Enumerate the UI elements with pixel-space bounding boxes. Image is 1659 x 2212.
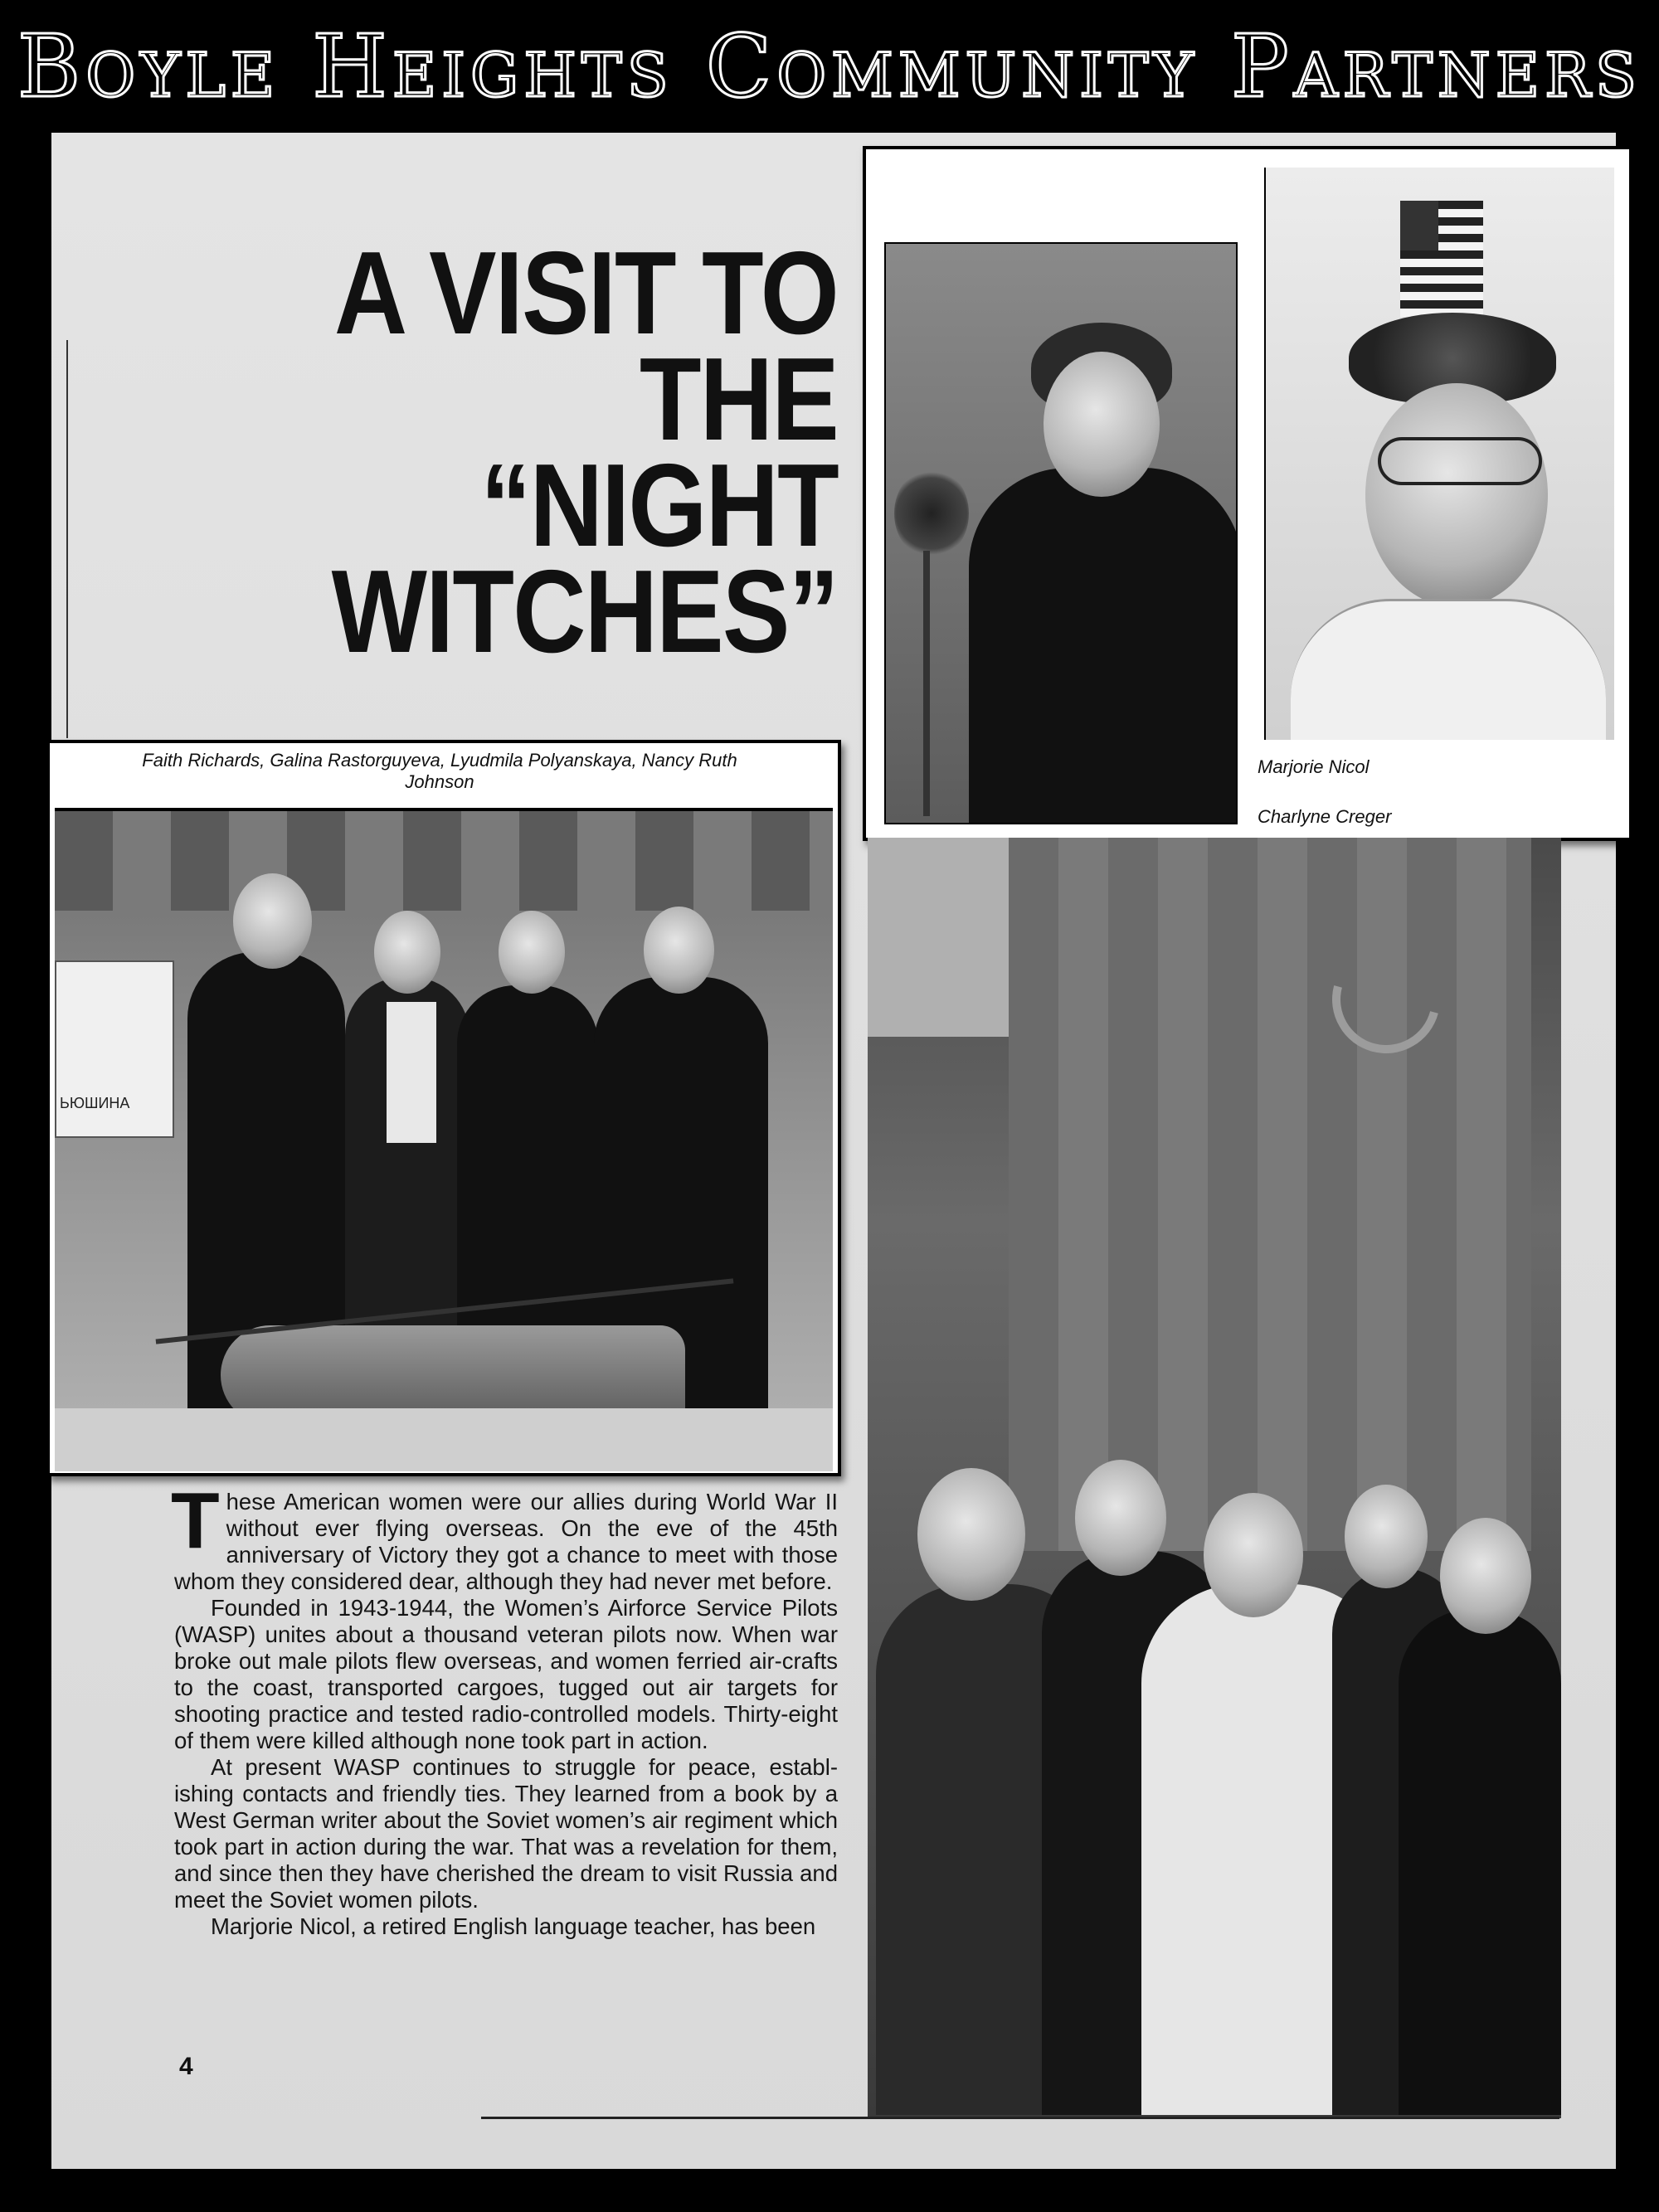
exhibit-sign: [55, 960, 174, 1138]
article-paragraph-3: At present WASP continues to struggle for peace, establ-ishing contacts and friendly ties. They learned from a book by a West German writer about the Soviet women’s air regiment which took part in action during the war. That was a revelation for them, and since then they have cherished the dream to visit Russia and meet the Soviet women pilots.: [174, 1754, 838, 1913]
group-photo-box: [46, 740, 841, 1476]
paragraph-1-text: hese American women were our allies during World War II without ever flying overseas. On the eve of the 45th anniversary of Victory they got a chance to meet with those whom they considered dear, although they had never met before.: [174, 1489, 838, 1594]
flower-stems: [923, 551, 930, 816]
portrait-figure: [969, 468, 1238, 824]
veteran-face-3: [1204, 1493, 1303, 1617]
flowers-icon: [894, 468, 969, 559]
article-paragraph-4: Marjorie Nicol, a retired English language teacher, has been: [211, 1913, 816, 1939]
group-photo-caption: Faith Richards, Galina Rastorguyeva, Lyudmila Polyanskaya, Nancy Ruth Johnson: [142, 750, 737, 792]
banner-title: Boyle Heights Community Partners: [17, 16, 1642, 117]
veteran-face-1: [917, 1468, 1025, 1601]
person-face-2: [374, 911, 440, 994]
display-table: [55, 1408, 833, 1471]
exhibit-wall: [55, 811, 833, 911]
glasses-icon: [1378, 437, 1542, 485]
veteran-face-2: [1075, 1460, 1166, 1576]
headline-line-1: A VISIT TO: [333, 227, 838, 359]
portrait-face: [1044, 352, 1160, 497]
veterans-group-photo: [868, 838, 1561, 2118]
article-body: [171, 1476, 838, 1940]
portraits-box: [863, 146, 1632, 841]
headline-line-3: WITCHES”: [331, 546, 838, 678]
portrait-caption-right: Charlyne Creger: [1258, 806, 1392, 827]
person-face-1: [233, 873, 312, 969]
person-blouse-2: [387, 1002, 436, 1143]
veteran-face-5: [1440, 1518, 1531, 1634]
page-number: 4: [179, 2053, 193, 2080]
article-headline: [295, 227, 838, 678]
group-photo: [55, 808, 833, 1471]
american-flag-icon: [1400, 201, 1483, 317]
headline-line-2: THE “NIGHT: [480, 333, 838, 571]
portrait-photo-marjorie-nicol: [884, 242, 1238, 824]
column-rule: [66, 340, 68, 738]
article-paragraph-2: Founded in 1943-1944, the Women’s Airforce Service Pilots (WASP) unites about a thousand veteran pilots now. When war broke out male pilots flew overseas, and women ferried air-crafts to the coast, transported cargoes, tugged out air targets for shooting practice and tested radio-controlled models. Thirty-eight of them were killed although none took part in action.: [174, 1595, 838, 1753]
article-paragraph-1: [171, 1476, 838, 1595]
veteran-face-4: [1345, 1485, 1428, 1588]
drop-cap: T: [171, 1476, 220, 1565]
portrait-blouse: [1291, 599, 1606, 740]
veteran-figure-5: [1399, 1609, 1561, 2115]
soviet-flag-banner: [1009, 838, 1531, 1551]
person-face-3: [499, 911, 565, 994]
bottom-rule: [481, 2117, 1559, 2119]
banner: [0, 0, 1659, 133]
person-face-4: [644, 907, 714, 994]
portrait-face-with-glasses: [1365, 383, 1548, 607]
portrait-photo-charlyne-creger: [1264, 168, 1614, 740]
exhibit-sign-text: ЬЮШИНА: [60, 1095, 130, 1111]
left-wall: [868, 838, 1009, 1037]
portrait-caption-left: Marjorie Nicol: [1258, 756, 1370, 777]
